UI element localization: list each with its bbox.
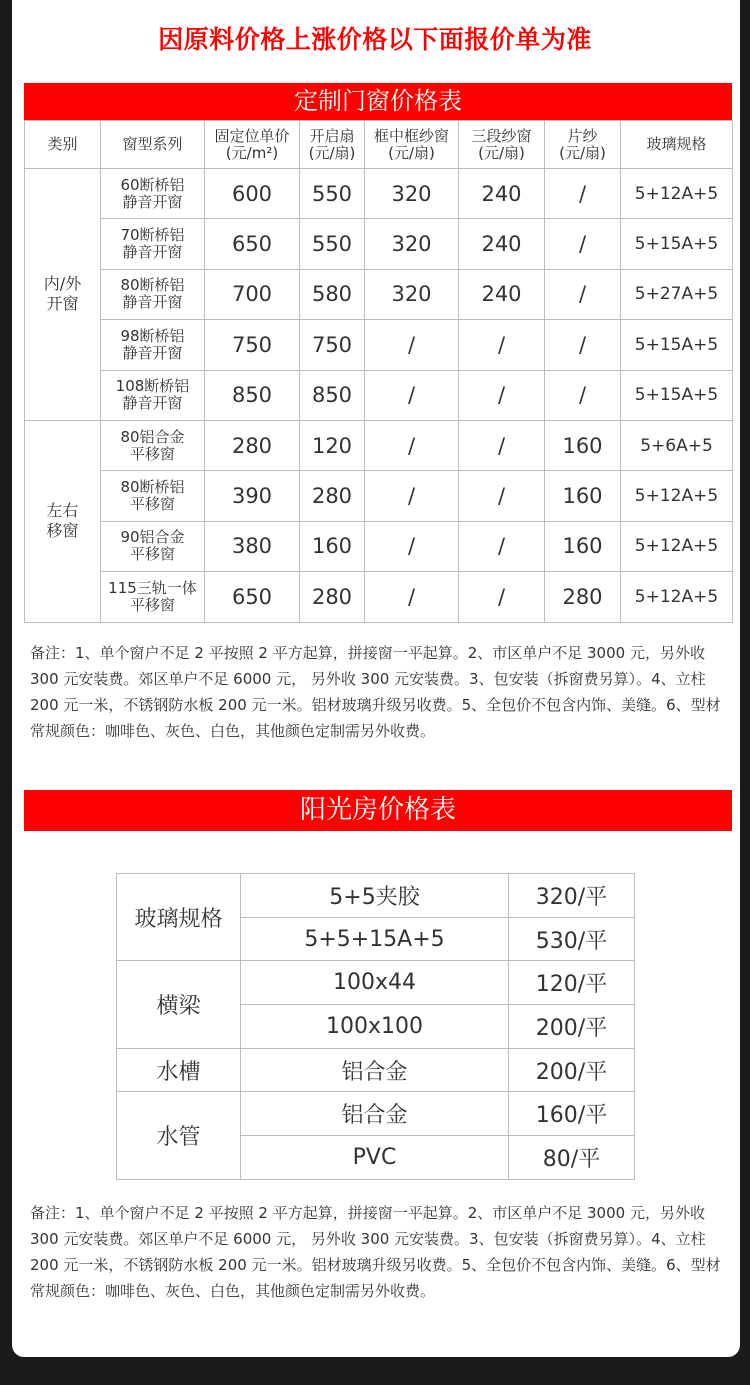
sash-cell: 550 <box>300 219 365 269</box>
column-header <box>459 121 545 169</box>
series-cell-line2: 静音开窗 <box>122 192 183 211</box>
column-header <box>365 121 459 169</box>
series-cell-line2: 平移窗 <box>129 595 175 614</box>
column-header <box>25 121 101 169</box>
frame-screen-cell: / <box>365 471 459 521</box>
sunroom-table-title: 阳光房价格表 <box>24 790 732 831</box>
column-header-line1: 片纱 <box>567 126 598 145</box>
column-header-line2: (元/扇) <box>308 143 356 162</box>
column-header-line1: 框中框纱窗 <box>373 126 449 145</box>
price-cell: 80/平 <box>509 1136 635 1180</box>
spec-cell: PVC <box>241 1136 509 1180</box>
spec-cell: 100x100 <box>241 1005 509 1049</box>
series-cell <box>101 320 205 370</box>
three-screen-cell: 240 <box>459 269 545 319</box>
piece-screen-cell: 160 <box>545 471 621 521</box>
spec-cell: 5+5夹胶 <box>241 874 509 918</box>
fixed-cell: 280 <box>205 420 300 470</box>
piece-screen-cell: / <box>545 320 621 370</box>
column-header <box>545 121 621 169</box>
table-row <box>25 370 733 420</box>
table-row <box>117 961 635 1005</box>
series-cell <box>101 370 205 420</box>
spec-cell: 5+5+15A+5 <box>241 917 509 961</box>
glass-cell: 5+15A+5 <box>621 219 733 269</box>
series-cell-line1: 115三轨一体 <box>108 578 197 597</box>
fixed-cell: 380 <box>205 521 300 571</box>
three-screen-cell: / <box>459 521 545 571</box>
three-screen-cell: / <box>459 572 545 622</box>
item-cell: 横梁 <box>117 961 241 1048</box>
series-cell <box>101 219 205 269</box>
fixed-cell: 600 <box>205 169 300 219</box>
price-notice-headline: 因原料价格上涨价格以下面报价单为准 <box>158 25 592 54</box>
category-cell <box>25 420 101 622</box>
three-screen-cell: / <box>459 370 545 420</box>
frame-screen-cell: / <box>365 320 459 370</box>
series-cell <box>101 521 205 571</box>
fixed-cell: 650 <box>205 219 300 269</box>
three-screen-cell: / <box>459 471 545 521</box>
piece-screen-cell: / <box>545 219 621 269</box>
glass-cell: 5+12A+5 <box>621 521 733 571</box>
glass-cell: 5+6A+5 <box>621 420 733 470</box>
column-header <box>101 121 205 169</box>
door-window-price-table <box>24 120 733 623</box>
item-cell: 水槽 <box>117 1048 241 1092</box>
price-cell: 160/平 <box>509 1092 635 1136</box>
price-cell: 120/平 <box>509 961 635 1005</box>
glass-cell: 5+27A+5 <box>621 269 733 319</box>
series-cell <box>101 269 205 319</box>
table-row <box>25 269 733 319</box>
column-header-line1: 类别 <box>47 135 78 153</box>
column-header <box>300 121 365 169</box>
frame-screen-cell: 320 <box>365 219 459 269</box>
column-header-line1: 窗型系列 <box>122 135 183 153</box>
fixed-cell: 390 <box>205 471 300 521</box>
series-cell-line2: 静音开窗 <box>122 343 183 362</box>
frame-screen-cell: / <box>365 521 459 571</box>
fixed-cell: 850 <box>205 370 300 420</box>
category-cell-line1: 左右 <box>46 501 79 521</box>
series-cell-line2: 静音开窗 <box>122 243 183 262</box>
column-header <box>205 121 300 169</box>
series-cell-line2: 平移窗 <box>129 495 175 514</box>
piece-screen-cell: / <box>545 269 621 319</box>
table-row <box>25 219 733 269</box>
frame-screen-cell: / <box>365 420 459 470</box>
series-cell-line1: 80断桥铝 <box>120 478 185 497</box>
door-window-note: 备注：1、单个窗户不足 2 平按照 2 平方起算，拼接窗一平起算。2、市区单户不足 3000 元，另外收 300 元安装费。郊区单户不足 6000 元， 另外收 300 元安装费。3、包安装（拆窗费另算）。4、立柱 200 元一米，不锈钢防水板 200 元一米。铝材玻璃升级另收费。5、全包价不包含内饰、美缝。6、型材常规颜色：咖啡色、灰色、白色，其他颜色定制需另外收费。 <box>30 644 721 740</box>
column-header <box>621 121 733 169</box>
table-row <box>25 169 733 219</box>
price-cell: 200/平 <box>509 1048 635 1092</box>
price-cell: 320/平 <box>509 874 635 918</box>
price-cell: 530/平 <box>509 917 635 961</box>
glass-cell: 5+12A+5 <box>621 169 733 219</box>
column-header-line1: 三段纱窗 <box>471 126 532 145</box>
table-row <box>25 572 733 622</box>
frame-screen-cell: / <box>365 370 459 420</box>
sash-cell: 550 <box>300 169 365 219</box>
glass-cell: 5+15A+5 <box>621 320 733 370</box>
category-cell-line2: 移窗 <box>46 521 79 541</box>
fixed-cell: 650 <box>205 572 300 622</box>
series-cell <box>101 471 205 521</box>
item-cell: 玻璃规格 <box>117 874 241 961</box>
table-row <box>25 471 733 521</box>
piece-screen-cell: 280 <box>545 572 621 622</box>
series-cell-line2: 平移窗 <box>129 444 175 463</box>
column-header-line2: (元/扇) <box>388 143 435 162</box>
sash-cell: 750 <box>300 320 365 370</box>
glass-cell: 5+15A+5 <box>621 370 733 420</box>
sash-cell: 280 <box>300 471 365 521</box>
sash-cell: 160 <box>300 521 365 571</box>
piece-screen-cell: / <box>545 169 621 219</box>
piece-screen-cell: 160 <box>545 420 621 470</box>
sunroom-note: 备注：1、单个窗户不足 2 平按照 2 平方起算，拼接窗一平起算。2、市区单户不足 3000 元，另外收 300 元安装费。郊区单户不足 6000 元， 另外收 300 元安装费。3、包安装（拆窗费另算）。4、立柱 200 元一米，不锈钢防水板 200 元一米。铝材玻璃升级另收费。5、全包价不包含内饰、美缝。6、型材常规颜色：咖啡色、灰色、白色，其他颜色定制需另外收费。 <box>30 1204 721 1300</box>
three-screen-cell: / <box>459 420 545 470</box>
frame-screen-cell: 320 <box>365 269 459 319</box>
item-cell: 水管 <box>117 1092 241 1179</box>
column-header-line2: (元/扇) <box>478 143 525 162</box>
column-header-line2: (元/m²) <box>225 143 279 162</box>
fixed-cell: 700 <box>205 269 300 319</box>
series-cell-line2: 平移窗 <box>129 545 175 564</box>
series-cell <box>101 420 205 470</box>
spec-cell: 铝合金 <box>241 1048 509 1092</box>
sash-cell: 850 <box>300 370 365 420</box>
series-cell-line1: 98断桥铝 <box>120 326 185 345</box>
frame-screen-cell: / <box>365 572 459 622</box>
column-header-line2: (元/扇) <box>559 143 606 162</box>
table-row <box>117 1092 635 1136</box>
series-cell-line1: 90铝合金 <box>120 528 185 547</box>
table-row <box>25 521 733 571</box>
sash-cell: 580 <box>300 269 365 319</box>
sash-cell: 280 <box>300 572 365 622</box>
category-cell <box>25 169 101 421</box>
price-cell: 200/平 <box>509 1005 635 1049</box>
fixed-cell: 750 <box>205 320 300 370</box>
category-cell-line2: 开窗 <box>46 294 79 314</box>
glass-cell: 5+12A+5 <box>621 471 733 521</box>
series-cell-line1: 60断桥铝 <box>120 175 185 194</box>
table-row <box>117 874 635 918</box>
table-row <box>25 420 733 470</box>
series-cell-line1: 80断桥铝 <box>120 276 185 295</box>
column-header-line1: 固定位单价 <box>214 126 290 145</box>
sunroom-price-table <box>116 873 635 1180</box>
series-cell-line1: 108断桥铝 <box>115 377 190 396</box>
three-screen-cell: 240 <box>459 169 545 219</box>
piece-screen-cell: / <box>545 370 621 420</box>
spec-cell: 100x44 <box>241 961 509 1005</box>
series-cell <box>101 169 205 219</box>
series-cell-line1: 80铝合金 <box>120 427 185 446</box>
glass-cell: 5+12A+5 <box>621 572 733 622</box>
table-row <box>117 1048 635 1092</box>
piece-screen-cell: 160 <box>545 521 621 571</box>
column-header-line1: 开启扇 <box>309 126 355 145</box>
sash-cell: 120 <box>300 420 365 470</box>
category-cell-line1: 内/外 <box>43 274 82 294</box>
three-screen-cell: / <box>459 320 545 370</box>
door-window-table-title: 定制门窗价格表 <box>24 83 732 120</box>
spec-cell: 铝合金 <box>241 1092 509 1136</box>
column-header-line1: 玻璃规格 <box>646 135 707 153</box>
series-cell-line1: 70断桥铝 <box>120 226 185 245</box>
three-screen-cell: 240 <box>459 219 545 269</box>
frame-screen-cell: 320 <box>365 169 459 219</box>
series-cell-line2: 静音开窗 <box>122 394 183 413</box>
table-row <box>25 320 733 370</box>
series-cell-line2: 静音开窗 <box>122 293 183 312</box>
series-cell <box>101 572 205 622</box>
